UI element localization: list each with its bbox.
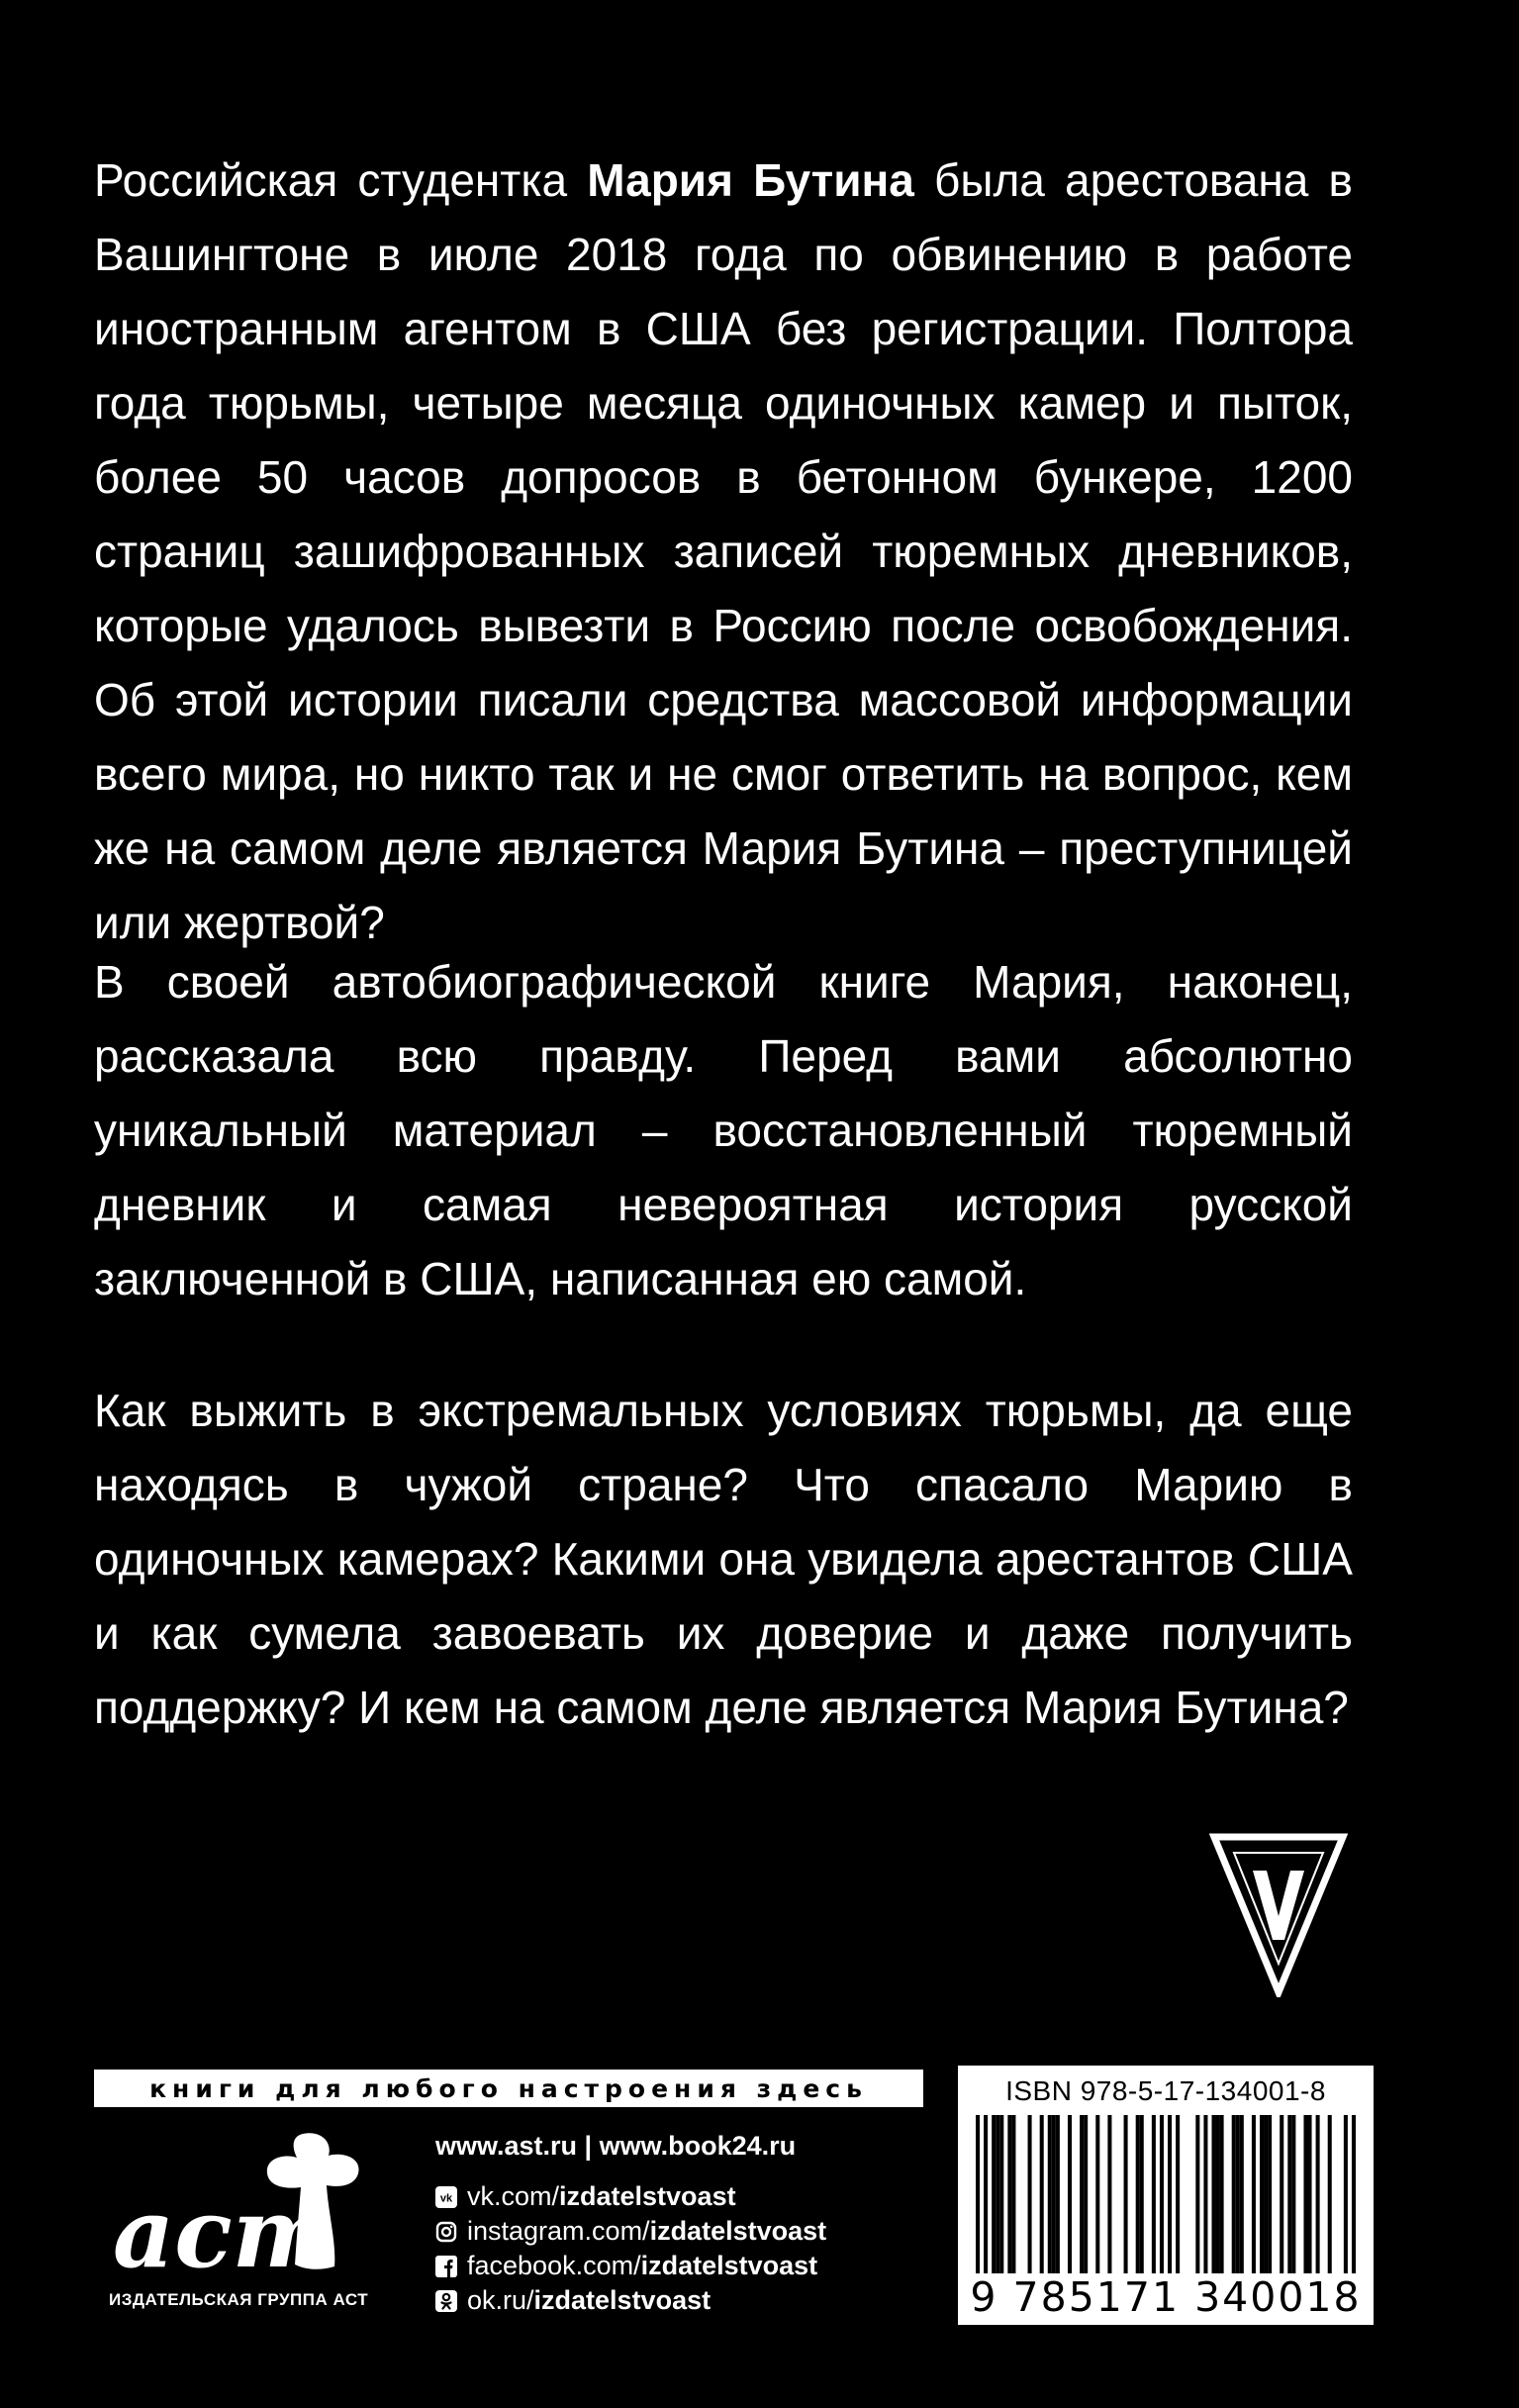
barcode-bar	[1124, 2115, 1128, 2273]
barcode-bar	[1264, 2115, 1268, 2273]
social-links-list	[435, 2179, 826, 2318]
series-v-logo-icon	[1209, 1829, 1348, 1997]
barcode-bar	[1307, 2115, 1311, 2273]
ok-prefix: ok.ru/	[467, 2285, 534, 2315]
barcode-bar	[1040, 2115, 1044, 2273]
barcode-bar	[1303, 2115, 1307, 2273]
barcode-bar	[1240, 2115, 1244, 2273]
ast-logo-text: аст	[113, 2177, 333, 2274]
barcode-bar	[1220, 2115, 1224, 2273]
publisher-slogan: книги для любого настроения здесь	[94, 2070, 923, 2107]
social-link-vk[interactable]	[435, 2179, 826, 2214]
barcode-bar	[1068, 2115, 1072, 2273]
barcode-bar	[1080, 2115, 1084, 2273]
annotation-paragraph-1	[94, 144, 1353, 960]
barcode-bar	[1052, 2115, 1056, 2273]
vk-handle: izdatelstvoast	[559, 2181, 736, 2211]
barcode-bar	[1203, 2115, 1207, 2273]
barcode-bar	[1048, 2115, 1052, 2273]
barcode-bar	[996, 2115, 999, 2273]
ok-handle: izdatelstvoast	[533, 2285, 712, 2315]
website-links[interactable]: www.ast.ru | www.book24.ru	[435, 2131, 797, 2161]
instagram-handle: izdatelstvoast	[649, 2216, 827, 2246]
barcode-bar	[1291, 2115, 1295, 2273]
barcode-bar	[1232, 2115, 1236, 2273]
publisher-caption: ИЗДАТЕЛЬСКАЯ ГРУППА АСТ	[109, 2290, 369, 2309]
barcode-bar	[992, 2115, 996, 2273]
barcode-bar	[1216, 2115, 1220, 2273]
barcode-bar	[1011, 2115, 1015, 2273]
barcode-bar	[1287, 2115, 1291, 2273]
barcode-bar	[1160, 2115, 1164, 2273]
barcode-bar	[1236, 2115, 1240, 2273]
paragraph-1-rest: была арестована в Вашингтоне в июле 2018 года по обвинению в работе иностранным агентом в США без регистрации. Полтора года тюрьмы, четыре месяца одиночных камер и пыток, более 50 часов допросов в бетонном бункере, 1200 страниц зашифрованных записей тюремных дневников, которые удалось вывезти в Россию после освобождения. Об этой истории писали средства массовой информации всего мира, но никто так и не смог ответить на вопрос, кем же на самом деле является Мария Бутина – преступницей или жертвой?	[94, 154, 1353, 948]
barcode-bar	[1328, 2115, 1332, 2273]
ean13-barcode	[976, 2115, 1356, 2273]
barcode-bar	[1268, 2115, 1272, 2273]
svg-text:vk: vk	[439, 2192, 453, 2204]
paragraph-1-start: Российская студентка	[94, 154, 588, 206]
instagram-prefix: instagram.com/	[467, 2216, 650, 2246]
barcode-bar	[1316, 2115, 1320, 2273]
annotation-paragraph-3: Как выжить в экстремальных условиях тюрьмы, да еще находясь в чужой стране? Что спасало Марию в одиночных камерах? Какими она увидела арестантов США и как сумела завоевать их доверие и даже получить поддержку? И кем на самом деле является Мария Бутина?	[94, 1385, 1353, 1733]
vk-prefix: vk.com/	[467, 2181, 560, 2211]
publisher-links	[435, 2126, 826, 2318]
barcode-bar	[976, 2115, 980, 2273]
barcode-bar	[1280, 2115, 1283, 2273]
barcode-bar	[1176, 2115, 1180, 2273]
facebook-handle: izdatelstvoast	[640, 2251, 818, 2280]
barcode-bar	[1152, 2115, 1156, 2273]
ok-icon	[435, 2290, 457, 2312]
barcode-bar	[1252, 2115, 1256, 2273]
social-link-instagram[interactable]	[435, 2214, 826, 2249]
barcode-bar	[999, 2115, 1003, 2273]
instagram-icon	[435, 2221, 457, 2243]
barcode-bar	[1084, 2115, 1088, 2273]
barcode-bar	[1095, 2115, 1099, 2273]
author-name-bold: Мария Бутина	[587, 154, 914, 206]
barcode-bar	[1344, 2115, 1348, 2273]
barcode-bar	[1352, 2115, 1356, 2273]
vk-icon	[435, 2186, 457, 2208]
barcode-bar	[1028, 2115, 1032, 2273]
barcode-bar	[1136, 2115, 1140, 2273]
annotation-paragraph-2: В своей автобиографической книге Мария, наконец, рассказала всю правду. Перед вами абсолютно уникальный материал – восстановленный тюремный дневник и самая невероятная история русской заключенной в США, написанная ею самой.	[94, 956, 1353, 1304]
barcode-bar	[1007, 2115, 1011, 2273]
barcode-bar	[1107, 2115, 1111, 2273]
barcode-bar	[1195, 2115, 1199, 2273]
barcode-bar	[1211, 2115, 1215, 2273]
barcode-bar	[1140, 2115, 1144, 2273]
barcode-bar	[1260, 2115, 1264, 2273]
isbn-label: ISBN 978-5-17-134001-8	[1005, 2075, 1326, 2106]
ast-publisher-logo-icon	[109, 2126, 376, 2274]
facebook-icon	[435, 2256, 457, 2277]
isbn-barcode-box	[958, 2066, 1374, 2325]
barcode-bar	[1056, 2115, 1060, 2273]
barcode-bar	[984, 2115, 988, 2273]
barcode-bar	[1168, 2115, 1172, 2273]
social-link-ok[interactable]	[435, 2283, 826, 2318]
facebook-prefix: facebook.com/	[467, 2251, 641, 2280]
social-link-facebook[interactable]	[435, 2249, 826, 2283]
ean-digits: 9 785171 340018	[970, 2273, 1362, 2321]
